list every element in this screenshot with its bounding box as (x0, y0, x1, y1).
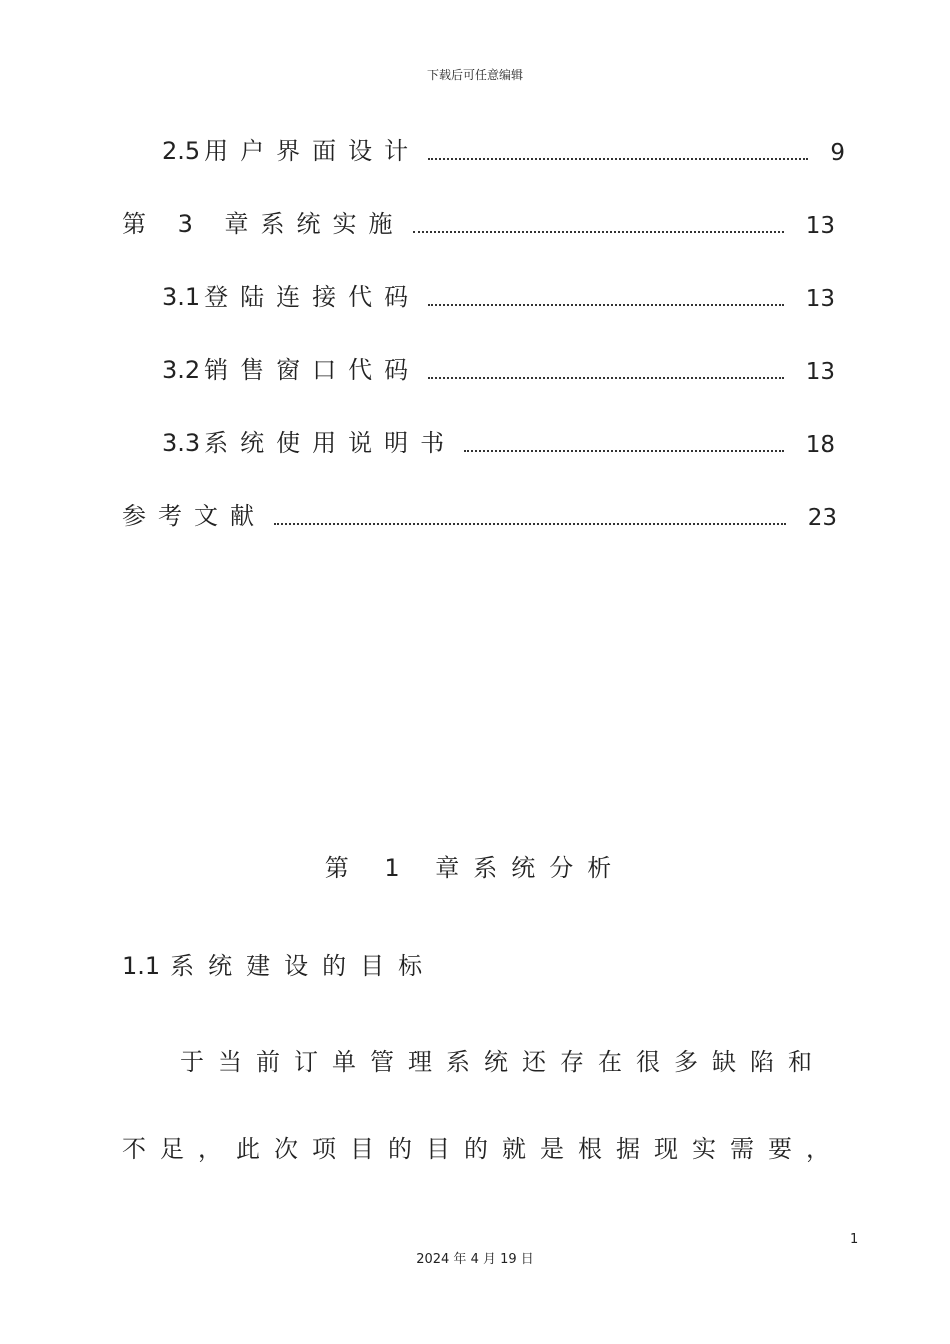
toc-entry[interactable] (162, 424, 835, 458)
toc-entry[interactable] (122, 205, 835, 239)
toc-entry-number: 3.2 (162, 356, 201, 384)
page-number: 1 (850, 1232, 859, 1247)
toc-entry[interactable] (162, 132, 845, 166)
paragraph-line-1: 于当前订单管理系统还存在很多缺陷和 (180, 1048, 826, 1076)
toc-entry[interactable] (162, 351, 835, 385)
paragraph-line-2: 不足，此次项目的目的就是根据现实需要， (122, 1135, 844, 1163)
toc-leader-dots (413, 211, 784, 233)
page-header: 下载后可任意编辑 (426, 68, 523, 82)
toc-entry-page: 13 (805, 286, 835, 312)
toc-entry-page: 18 (805, 432, 835, 458)
toc-leader-dots (464, 430, 784, 452)
chapter-title: 第 1 章系统分析 (324, 854, 626, 882)
toc-entry-number: 2.5 (162, 137, 201, 165)
toc-entry-title: 第 3 章系统实施 (122, 210, 405, 238)
section-heading-text: 系统建设的目标 (170, 952, 437, 980)
toc-leader-dots (274, 503, 786, 525)
toc-entry-title: 系统使用说明书 (204, 429, 457, 457)
toc-entry-page: 9 (830, 140, 845, 166)
section-title (122, 946, 436, 981)
section-number: 1.1 (122, 952, 161, 980)
toc-entry-number: 3.1 (162, 283, 201, 311)
toc-entry-page: 23 (807, 505, 837, 531)
toc-entry-page: 13 (805, 359, 835, 385)
toc-entry-page: 13 (805, 213, 835, 239)
toc-leader-dots (428, 284, 784, 306)
toc-entry-title: 参考文献 (122, 502, 266, 530)
toc-entry-number: 3.3 (162, 429, 201, 457)
toc-entry-title: 登陆连接代码 (204, 283, 421, 311)
toc-entry-title: 用户界面设计 (204, 137, 421, 165)
page-footer-date: 2024 年 4 月 19 日 (416, 1252, 534, 1267)
toc-leader-dots (428, 357, 784, 379)
toc-entry[interactable] (122, 497, 837, 531)
toc-entry-title: 销售窗口代码 (204, 356, 421, 384)
toc-leader-dots (428, 138, 808, 160)
toc-entry[interactable] (162, 278, 835, 312)
